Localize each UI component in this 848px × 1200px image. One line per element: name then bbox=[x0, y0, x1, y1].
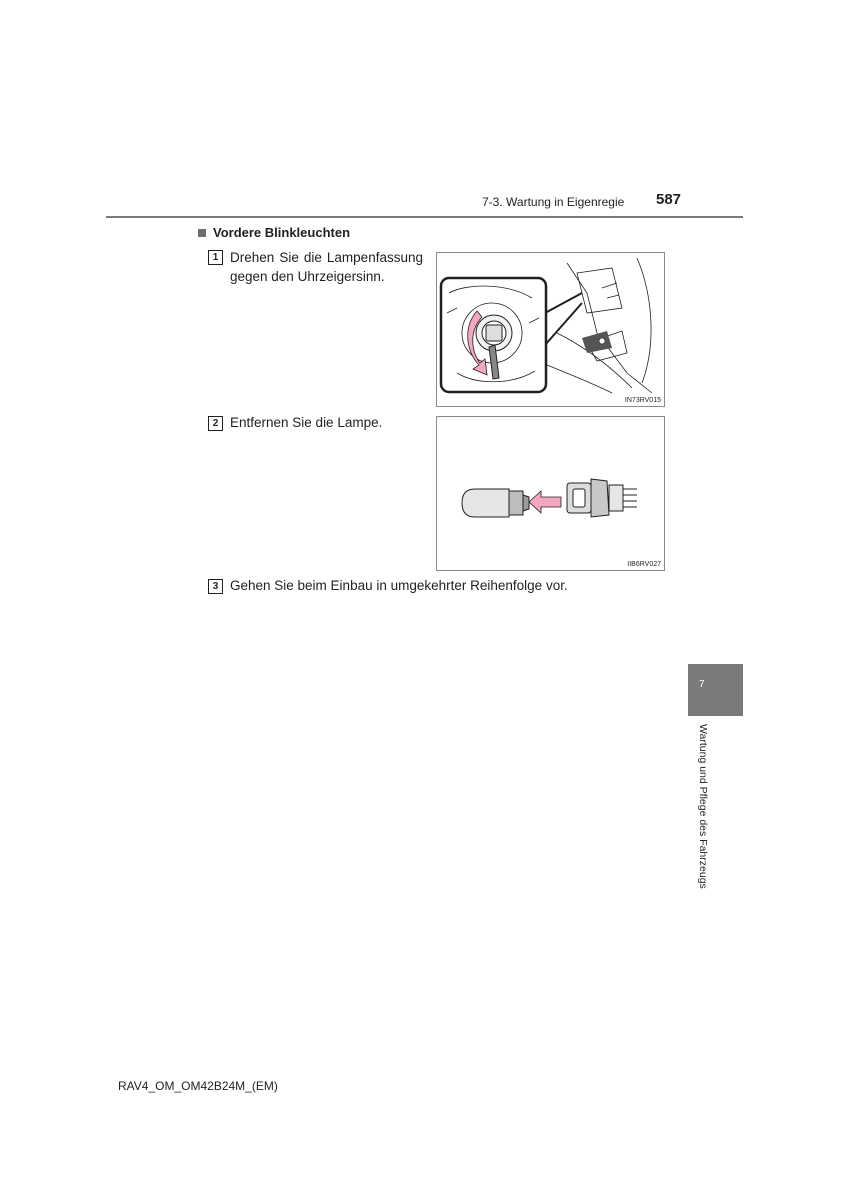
chapter-tab-label: Wartung und Pflege des Fahrzeugs bbox=[697, 724, 709, 889]
section-heading-text: Vordere Blinkleuchten bbox=[213, 225, 351, 240]
footer-document-code: RAV4_OM_OM42B24M_(EM) bbox=[118, 1079, 278, 1093]
figure-remove-bulb bbox=[436, 416, 665, 571]
chapter-tab bbox=[688, 664, 743, 716]
figure-1-code: IN73RV015 bbox=[624, 397, 661, 404]
pull-arrow bbox=[529, 491, 561, 513]
step-1-line-1: Drehen Sie die Lampenfassung bbox=[230, 250, 423, 265]
bulb-removal-illustration bbox=[437, 417, 664, 570]
step-1-number: 1 bbox=[208, 250, 223, 265]
step-1-line-2: gegen den Uhrzeigersinn. bbox=[230, 269, 385, 284]
figure-2-code: IIB6RV027 bbox=[627, 561, 661, 568]
square-bullet-icon bbox=[198, 229, 206, 237]
headlight-socket-illustration bbox=[437, 253, 664, 406]
figure-remove-socket bbox=[436, 252, 665, 407]
header-section-title: 7-3. Wartung in Eigenregie bbox=[482, 195, 625, 209]
step-1-text bbox=[230, 248, 423, 286]
header-divider bbox=[106, 216, 743, 218]
page-number: 587 bbox=[656, 191, 682, 208]
step-2-number: 2 bbox=[208, 416, 223, 431]
step-3-number: 3 bbox=[208, 579, 223, 594]
step-2-text: Entfernen Sie die Lampe. bbox=[230, 415, 383, 430]
section-heading bbox=[198, 225, 350, 240]
chapter-tab-number: 7 bbox=[699, 679, 705, 690]
step-3-text: Gehen Sie beim Einbau in umgekehrter Reihenfolge vor. bbox=[230, 578, 568, 593]
